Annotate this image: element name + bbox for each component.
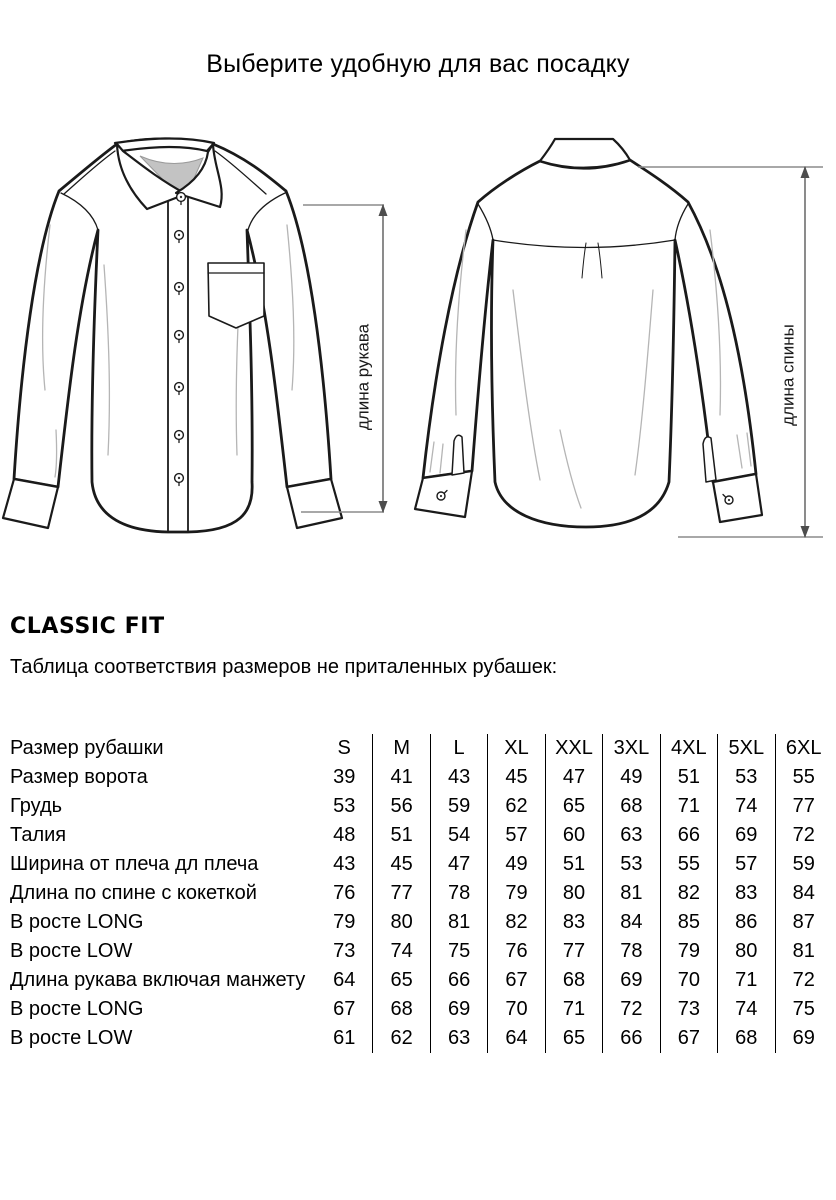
size-cell: 63 <box>603 821 660 850</box>
table-row <box>10 995 832 1024</box>
row-label: Ширина от плеча дл плеча <box>10 853 259 875</box>
size-cell: 45 <box>488 763 545 792</box>
size-cell: S <box>316 734 373 763</box>
shirt-back-diagram <box>410 130 836 580</box>
size-cell: 47 <box>431 850 488 879</box>
size-cell: 69 <box>792 1027 815 1049</box>
size-cell: 3XL <box>603 734 660 763</box>
size-cell: 70 <box>661 966 718 995</box>
row-label: Длина рукава включая манжету <box>10 969 306 991</box>
size-cell: 62 <box>488 792 545 821</box>
size-cell: 71 <box>718 966 775 995</box>
size-cell: 80 <box>718 937 775 966</box>
size-cell: 51 <box>546 850 603 879</box>
size-cell: 63 <box>431 1024 488 1053</box>
size-cell: 71 <box>661 792 718 821</box>
size-cell: 59 <box>431 792 488 821</box>
row-label: Размер рубашки <box>10 737 164 759</box>
size-cell: 55 <box>661 850 718 879</box>
size-cell: 57 <box>488 821 545 850</box>
size-cell: 84 <box>792 882 815 904</box>
size-cell: 73 <box>316 937 373 966</box>
size-cell: 69 <box>603 966 660 995</box>
row-label: Грудь <box>10 795 63 817</box>
size-cell: 66 <box>603 1024 660 1053</box>
table-row <box>10 763 832 792</box>
size-cell: 53 <box>718 763 775 792</box>
size-cell: 60 <box>546 821 603 850</box>
size-cell: 67 <box>316 995 373 1024</box>
size-cell: 68 <box>718 1024 775 1053</box>
table-row <box>10 792 832 821</box>
size-cell: 48 <box>316 821 373 850</box>
back-right-cuff <box>713 474 762 522</box>
left-sleeve-placket <box>452 435 464 475</box>
size-cell: 45 <box>373 850 430 879</box>
table-row <box>10 1024 832 1053</box>
table-caption: Таблица соответствия размеров не приталенных рубашек: <box>10 656 558 678</box>
size-cell: 65 <box>546 1024 603 1053</box>
size-cell: 65 <box>546 792 603 821</box>
size-cell: 41 <box>373 763 430 792</box>
size-cell: 77 <box>792 795 815 817</box>
size-cell: 85 <box>661 908 718 937</box>
size-cell: 77 <box>373 879 430 908</box>
size-cell: XL <box>488 734 545 763</box>
size-cell: 5XL <box>718 734 775 763</box>
size-cell: 80 <box>373 908 430 937</box>
size-cell: 83 <box>718 879 775 908</box>
size-cell: 77 <box>546 937 603 966</box>
size-cell: 61 <box>316 1024 373 1053</box>
size-cell: 43 <box>431 763 488 792</box>
size-cell: 69 <box>718 821 775 850</box>
size-cell: 6XL <box>785 737 822 759</box>
size-cell: 81 <box>431 908 488 937</box>
size-cell: 59 <box>792 853 815 875</box>
size-cell: 51 <box>661 763 718 792</box>
size-cell: 39 <box>316 763 373 792</box>
size-cell: 51 <box>373 821 430 850</box>
size-table <box>10 734 832 1053</box>
size-cell: 73 <box>661 995 718 1024</box>
size-cell: 74 <box>718 995 775 1024</box>
size-cell: 69 <box>431 995 488 1024</box>
row-label: Талия <box>10 824 67 846</box>
size-cell: XXL <box>546 734 603 763</box>
size-cell: L <box>431 734 488 763</box>
size-cell: 64 <box>316 966 373 995</box>
front-left-cuff <box>3 479 58 528</box>
size-cell: 66 <box>661 821 718 850</box>
size-cell: 83 <box>546 908 603 937</box>
size-cell: 74 <box>373 937 430 966</box>
size-cell: 68 <box>603 792 660 821</box>
back-collar-stand <box>540 139 630 168</box>
front-right-cuff <box>287 479 342 528</box>
size-cell: 78 <box>431 879 488 908</box>
size-cell: 72 <box>603 995 660 1024</box>
size-cell: 64 <box>488 1024 545 1053</box>
shirt-front-diagram <box>0 130 400 580</box>
row-label: В росте LONG <box>10 998 144 1020</box>
row-label: Длина по спине с кокеткой <box>10 882 257 904</box>
size-cell: 81 <box>792 940 815 962</box>
size-cell: 78 <box>603 937 660 966</box>
size-cell: 87 <box>792 911 815 933</box>
size-cell: M <box>373 734 430 763</box>
size-cell: 55 <box>792 766 815 788</box>
size-cell: 76 <box>316 879 373 908</box>
row-label: В росте LONG <box>10 911 144 933</box>
size-cell: 4XL <box>661 734 718 763</box>
row-label: Размер ворота <box>10 766 148 788</box>
size-cell: 81 <box>603 879 660 908</box>
size-cell: 68 <box>546 966 603 995</box>
size-cell: 62 <box>373 1024 430 1053</box>
table-row <box>10 879 832 908</box>
row-label: В росте LOW <box>10 1027 133 1049</box>
size-cell: 43 <box>316 850 373 879</box>
table-row <box>10 966 832 995</box>
size-cell: 70 <box>488 995 545 1024</box>
size-cell: 54 <box>431 821 488 850</box>
size-cell: 84 <box>603 908 660 937</box>
size-cell: 66 <box>431 966 488 995</box>
size-cell: 82 <box>661 879 718 908</box>
size-cell: 76 <box>488 937 545 966</box>
size-cell: 79 <box>488 879 545 908</box>
size-cell: 49 <box>603 763 660 792</box>
size-cell: 72 <box>792 969 815 991</box>
size-cell: 86 <box>718 908 775 937</box>
size-cell: 82 <box>488 908 545 937</box>
size-cell: 56 <box>373 792 430 821</box>
table-row <box>10 850 832 879</box>
chest-pocket <box>208 263 264 328</box>
page-title: Выберите удобную для вас посадку <box>206 50 630 78</box>
size-cell: 80 <box>546 879 603 908</box>
size-cell: 65 <box>373 966 430 995</box>
size-cell: 79 <box>316 908 373 937</box>
size-cell: 49 <box>488 850 545 879</box>
size-cell: 79 <box>661 937 718 966</box>
size-cell: 71 <box>546 995 603 1024</box>
back-length-label: длина спины <box>778 324 798 426</box>
size-cell: 75 <box>792 998 815 1020</box>
size-cell: 68 <box>373 995 430 1024</box>
fit-name-heading: CLASSIC FIT <box>10 614 165 639</box>
size-cell: 74 <box>718 792 775 821</box>
table-row <box>10 908 832 937</box>
table-row <box>10 937 832 966</box>
size-cell: 53 <box>316 792 373 821</box>
size-cell: 47 <box>546 763 603 792</box>
size-cell: 75 <box>431 937 488 966</box>
table-row <box>10 821 832 850</box>
size-cell: 67 <box>661 1024 718 1053</box>
size-cell: 72 <box>792 824 815 846</box>
size-cell: 67 <box>488 966 545 995</box>
row-label: В росте LOW <box>10 940 133 962</box>
sleeve-length-label: длина рукава <box>353 323 373 431</box>
size-cell: 53 <box>603 850 660 879</box>
table-row <box>10 734 832 763</box>
size-cell: 57 <box>718 850 775 879</box>
